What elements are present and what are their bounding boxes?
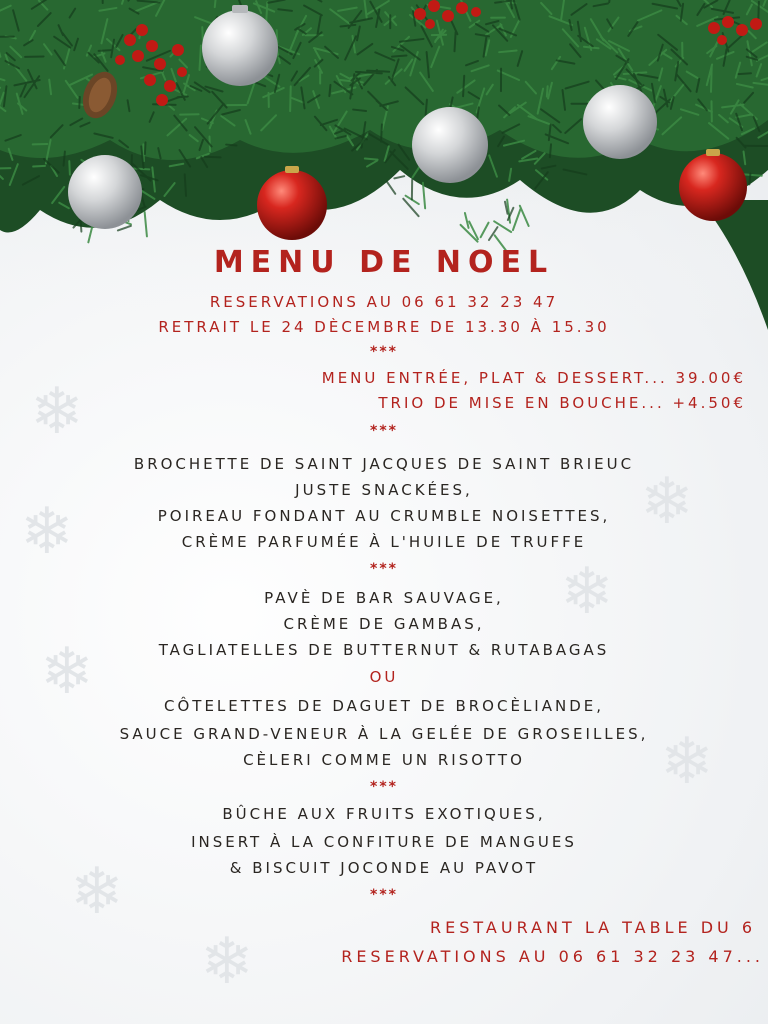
reservation-phone-top: RESERVATIONS AU 06 61 32 23 47 — [209, 293, 559, 311]
starter-line: POIREAU FONDANT AU CRUMBLE NOISETTES, — [157, 507, 611, 525]
reservation-phone-bottom: RESERVATIONS AU 06 61 32 23 47... — [341, 947, 764, 966]
dessert-line: INSERT À LA CONFITURE DE MANGUES — [191, 833, 577, 851]
dessert-line: & BISCUIT JOCONDE AU PAVOT — [229, 859, 539, 877]
separator: *** — [370, 779, 398, 795]
separator: *** — [370, 561, 398, 577]
snowflake-decoration: ❄ — [70, 855, 124, 929]
snowflake-decoration: ❄ — [660, 725, 714, 799]
starter-line: JUSTE SNACKÉES, — [295, 481, 473, 499]
or-label: OU — [369, 668, 399, 686]
snowflake-decoration: ❄ — [560, 555, 614, 629]
menu-title: MENU DE NOEL — [213, 245, 555, 280]
main-meat-line: CÔTELETTES DE DAGUET DE BROCÈLIANDE, — [164, 697, 604, 715]
christmas-garland-illustration — [0, 0, 768, 330]
starter-line: BROCHETTE DE SAINT JACQUES DE SAINT BRIEUC — [133, 455, 635, 473]
snowflake-decoration: ❄ — [640, 465, 694, 539]
main-meat-line: CÈLERI COMME UN RISOTTO — [243, 751, 525, 769]
separator: *** — [370, 887, 398, 903]
main-fish-line: CRÈME DE GAMBAS, — [283, 615, 485, 633]
dessert-line: BÛCHE AUX FRUITS EXOTIQUES, — [222, 805, 546, 823]
snowflake-decoration: ❄ — [200, 925, 254, 999]
snowflake-decoration: ❄ — [30, 375, 84, 449]
starter-line: CRÈME PARFUMÉE À L'HUILE DE TRUFFE — [181, 533, 587, 551]
separator: *** — [370, 423, 398, 439]
main-fish-line: PAVÈ DE BAR SAUVAGE, — [264, 589, 504, 607]
snowflake-decoration: ❄ — [40, 635, 94, 709]
price-menu: MENU ENTRÉE, PLAT & DESSERT... 39.00€ — [321, 369, 746, 387]
restaurant-name: RESTAURANT LA TABLE DU 6 — [430, 918, 756, 937]
snowflake-decoration: ❄ — [20, 495, 74, 569]
pickup-info: RETRAIT LE 24 DÈCEMBRE DE 13.30 À 15.30 — [158, 318, 610, 336]
price-trio: TRIO DE MISE EN BOUCHE... +4.50€ — [378, 394, 746, 412]
main-meat-line: SAUCE GRAND-VENEUR À LA GELÉE DE GROSEILLES, — [119, 725, 649, 743]
separator: *** — [370, 344, 398, 360]
main-fish-line: TAGLIATELLES DE BUTTERNUT & RUTABAGAS — [158, 641, 610, 659]
